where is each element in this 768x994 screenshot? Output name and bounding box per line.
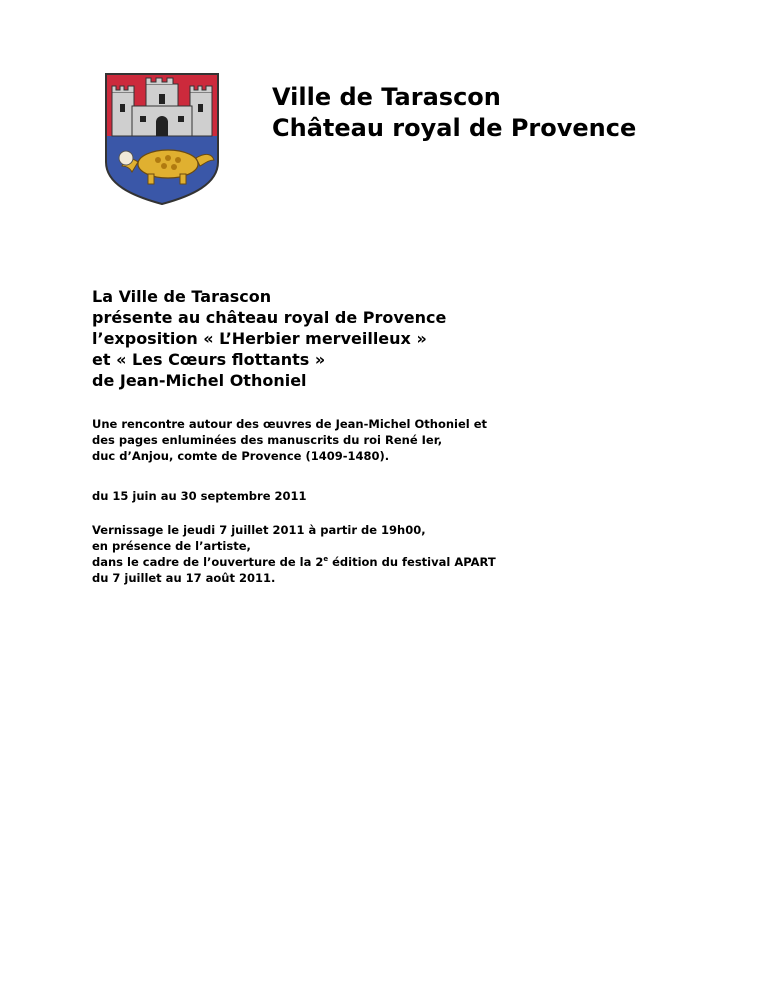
vernissage-line: en présence de l’artiste, (92, 539, 251, 553)
intro-line: l’exposition « L’Herbier merveilleux » (92, 329, 427, 348)
header-title-city: Ville de Tarascon (272, 83, 501, 111)
dates-line: du 15 juin au 30 septembre 2011 (92, 489, 307, 503)
vernissage-block (92, 522, 496, 586)
header-title-castle: Château royal de Provence (272, 114, 637, 142)
intro-line: de Jean-Michel Othoniel (92, 371, 307, 390)
description-line: Une rencontre autour des œuvres de Jean-Michel Othoniel et (92, 417, 488, 431)
description-block (92, 416, 487, 464)
intro-block (92, 286, 446, 391)
intro-line: et « Les Cœurs flottants » (92, 350, 326, 369)
vernissage-line: Vernissage le jeudi 7 juillet 2011 à partir de 19h00, (92, 523, 426, 537)
vernissage-line (92, 554, 496, 570)
vernissage-text: dans le cadre de l’ouverture de la 2 (92, 555, 324, 569)
exhibition-dates (92, 488, 307, 504)
description-line: duc d’Anjou, comte de Provence (1409-1480). (92, 449, 390, 463)
superscript-e: e (323, 555, 329, 564)
tarascon-coat-of-arms-icon (102, 70, 222, 208)
vernissage-text: édition du festival APART (328, 555, 496, 569)
intro-line: présente au château royal de Provence (92, 308, 447, 327)
intro-line: La Ville de Tarascon (92, 287, 272, 306)
description-line: des pages enluminées des manuscrits du roi René Ier, (92, 433, 443, 447)
page-header (272, 82, 636, 144)
vernissage-line: du 7 juillet au 17 août 2011. (92, 571, 276, 585)
